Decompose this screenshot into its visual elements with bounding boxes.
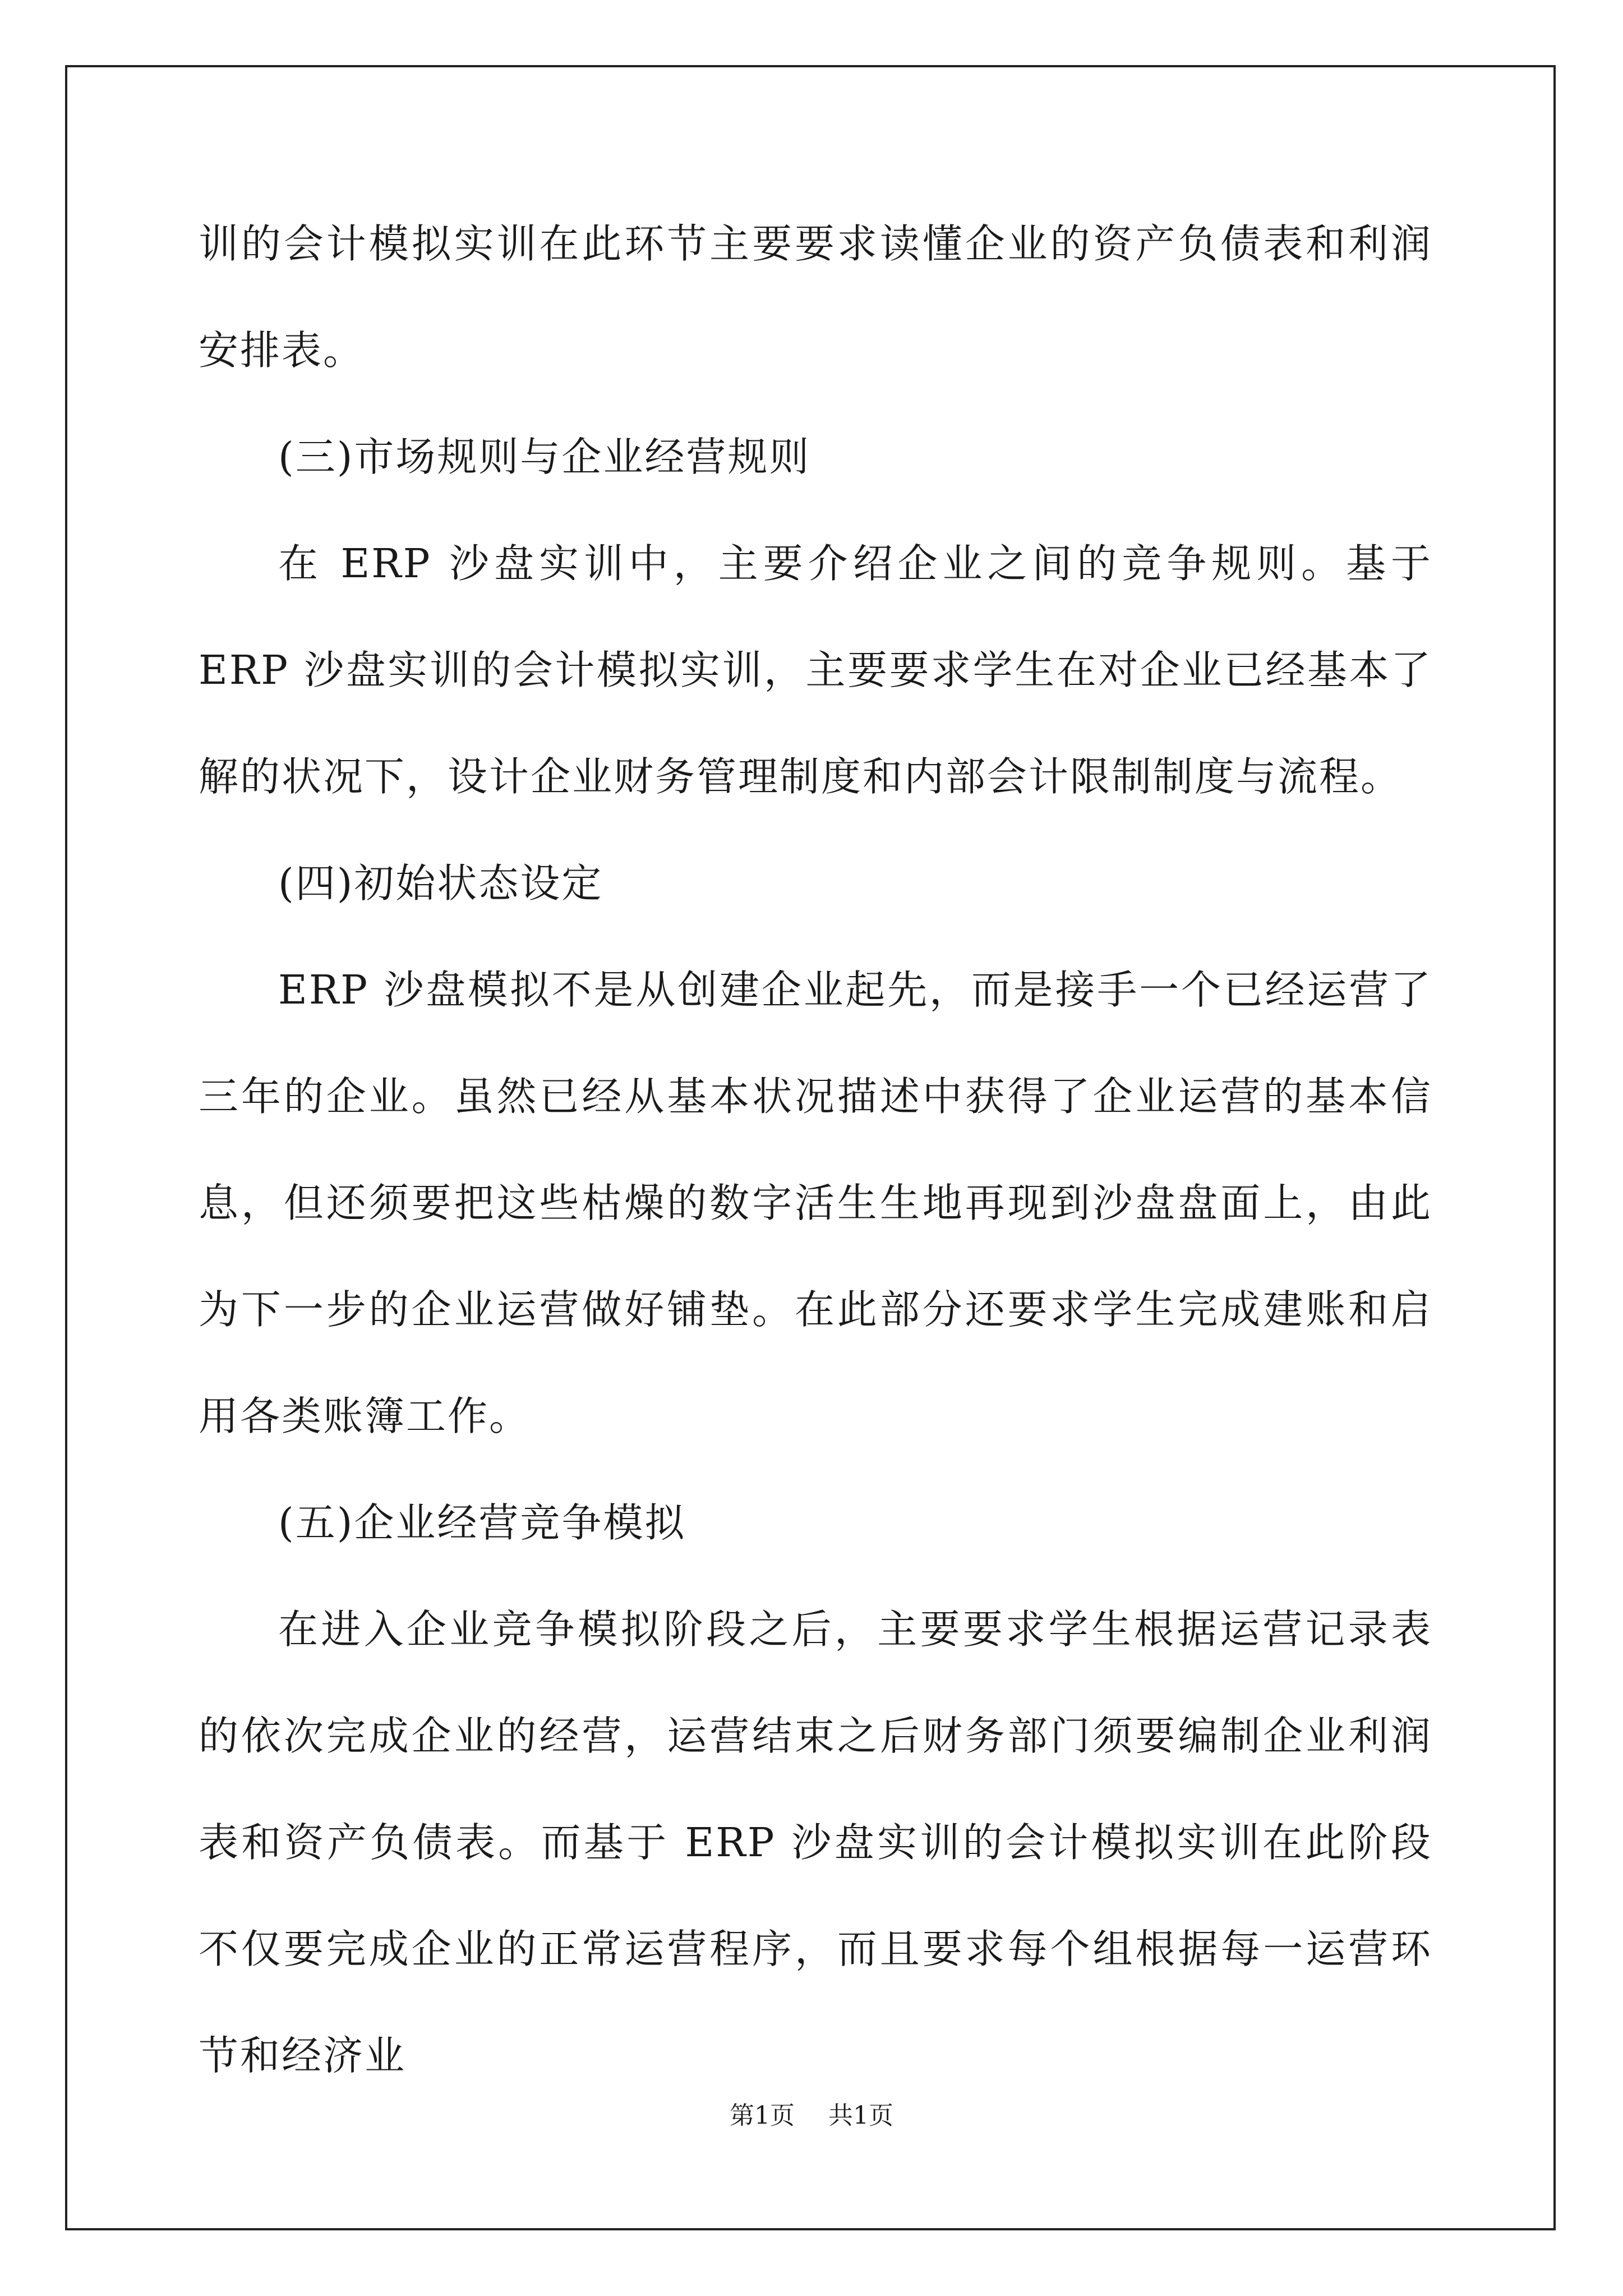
section-heading-4: (四)初始状态设定	[278, 860, 603, 907]
section-heading-3: (三)市场规则与企业经营规则	[278, 434, 811, 480]
paragraph: 在 ERP 沙盘实训中，主要介绍企业之间的竞争规则。基于 ERP 沙盘实训的会计模拟实训，主要要求学生在对企业已经基本了解的状况下，设计企业财务管理制度和内部会计限制制度与流程。	[199, 540, 1432, 800]
page-footer	[0, 2095, 1623, 2131]
paragraph: ERP 沙盘模拟不是从创建企业起先，而是接手一个已经运营了三年的企业。虽然已经从基本状况描述中获得了企业运营的基本信息，但还须要把这些枯燥的数字活生生地再现到沙盘盘面上，由此为下一步的企业运营做好铺垫。在此部分还要求学生完成建账和启用各类账簿工作。	[199, 967, 1432, 1439]
section-heading-5: (五)企业经营竞争模拟	[278, 1499, 686, 1546]
document-body	[199, 191, 1432, 2109]
page-number: 第1页	[730, 2101, 795, 2130]
paragraph-continuation: 训的会计模拟实训在此环节主要要求读懂企业的资产负债表和利润安排表。	[199, 220, 1432, 374]
paragraph: 在进入企业竞争模拟阶段之后，主要要求学生根据运营记录表的依次完成企业的经营，运营结束之后财务部门须要编制企业利润表和资产负债表。而基于 ERP 沙盘实训的会计模拟实训在此阶段不仅要完成企业的正常运营程序，而且要求每个组根据每一运营环节和经济业	[199, 1606, 1432, 2079]
page-total: 共1页	[828, 2101, 893, 2130]
